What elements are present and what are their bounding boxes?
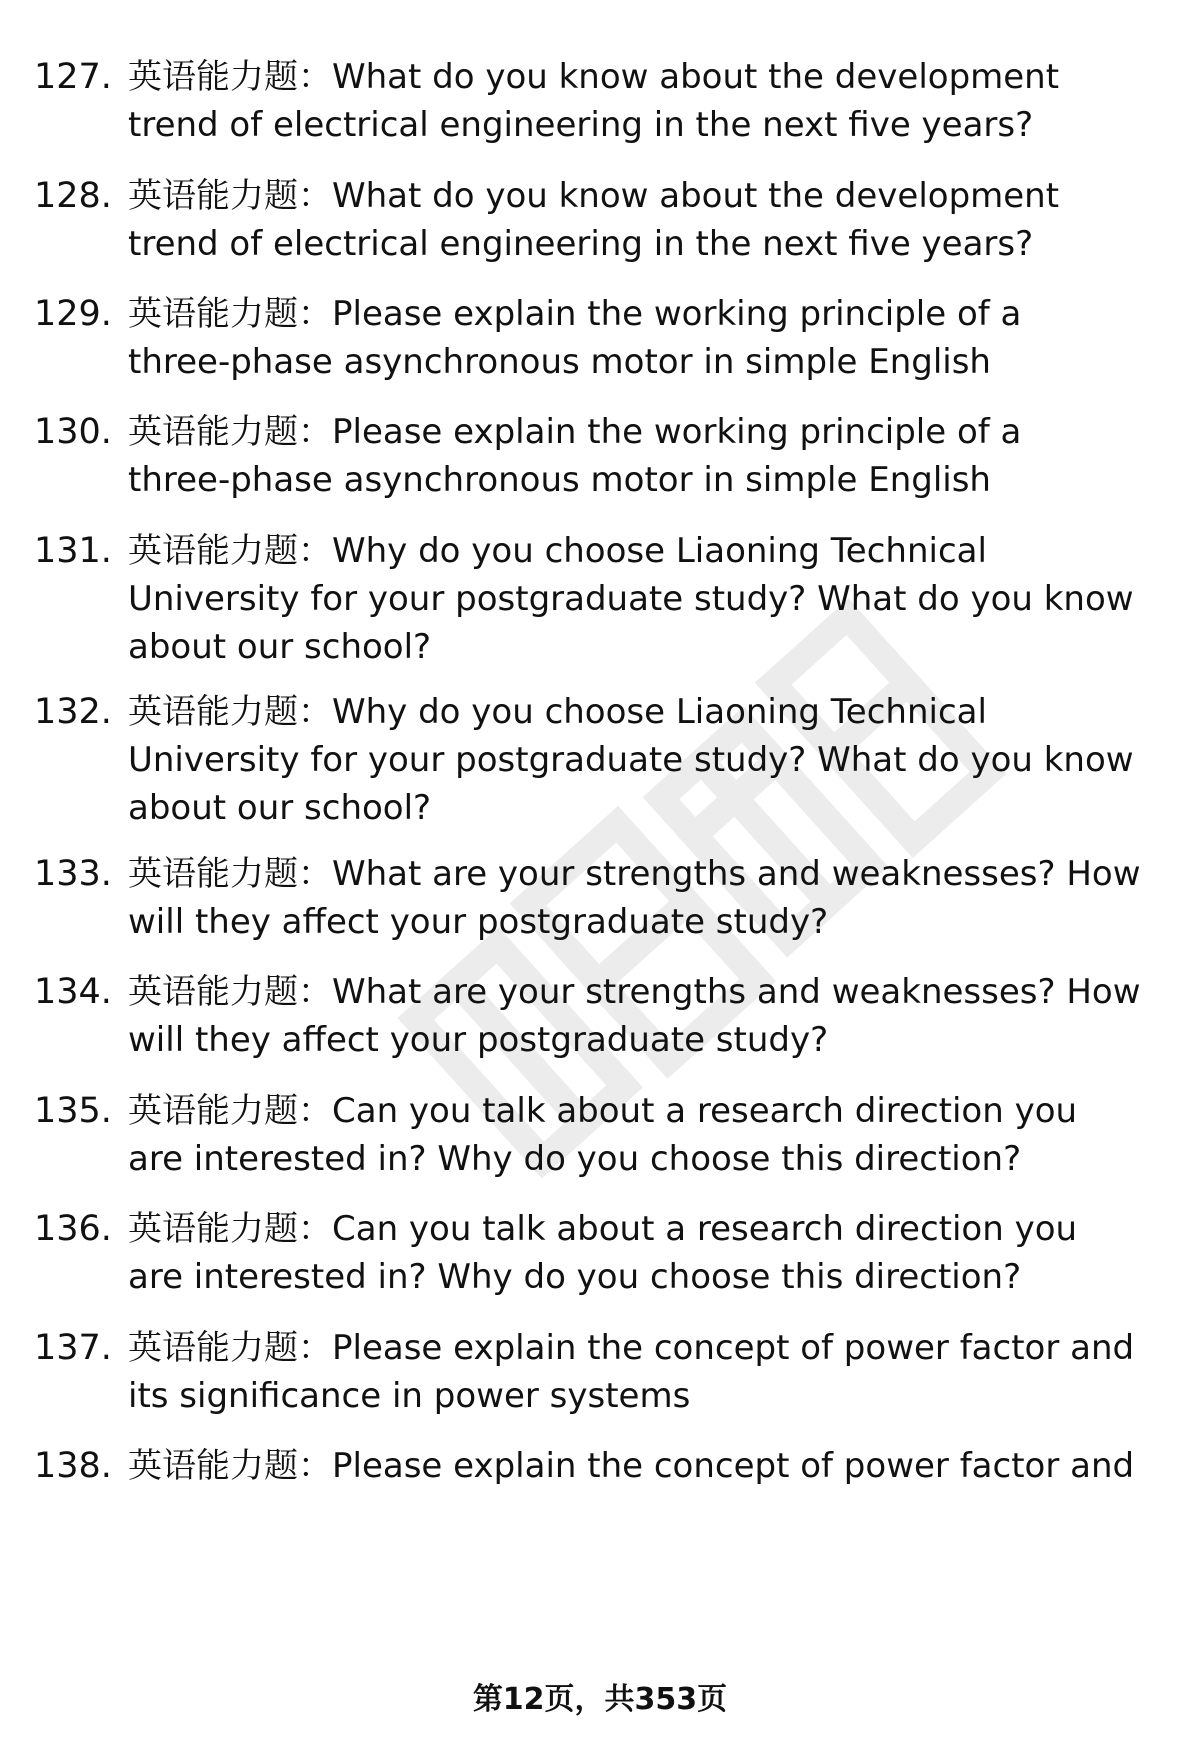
question-number: 133. [34,854,112,894]
question-line [128,1205,1188,1253]
question-text: What are your strengths and weaknesses? How [332,854,1141,894]
question-line: University for your postgraduate study? What do you know [128,740,1134,780]
question-number: 134. [34,972,112,1012]
question-body [128,1205,1188,1301]
question-line: about our school? [128,788,432,828]
question-text: What do you know about the development [332,57,1060,97]
question-line [128,290,1188,338]
question-body [128,850,1188,946]
question-number: 127. [34,57,112,97]
question-line: are interested in? Why do you choose this direction? [128,1257,1022,1297]
question-number: 135. [34,1091,112,1131]
category-label: 英语能力题： [128,1209,332,1249]
question-text: Can you talk about a research direction you [332,1091,1078,1131]
question-body [128,1324,1188,1420]
question-line: will they affect your postgraduate study? [128,1020,829,1060]
category-label: 英语能力题： [128,1446,332,1486]
question-text: Why do you choose Liaoning Technical [332,692,987,732]
question-line [128,1087,1188,1135]
question-number: 128. [34,176,112,216]
category-label: 英语能力题： [128,1328,332,1368]
category-label: 英语能力题： [128,412,332,452]
question-text: Please explain the working principle of a [332,294,1022,334]
question-line [128,850,1188,898]
question-body [128,1442,1188,1490]
question-number: 138. [34,1446,112,1486]
question-line: three-phase asynchronous motor in simple English [128,460,991,500]
question-line: University for your postgraduate study? What do you know [128,579,1134,619]
category-label: 英语能力题： [128,176,332,216]
category-label: 英语能力题： [128,972,332,1012]
question-number: 137. [34,1328,112,1368]
category-label: 英语能力题： [128,854,332,894]
question-text: What are your strengths and weaknesses? How [332,972,1141,1012]
category-label: 英语能力题： [128,531,332,571]
question-body [128,527,1188,671]
question-line: will they affect your postgraduate study? [128,902,829,942]
question-body [128,1087,1188,1183]
question-text: Why do you choose Liaoning Technical [332,531,987,571]
question-body [128,408,1188,504]
question-number: 129. [34,294,112,334]
question-number: 132. [34,692,112,732]
question-line: about our school? [128,627,432,667]
question-body [128,290,1188,386]
category-label: 英语能力题： [128,1091,332,1131]
question-number: 130. [34,412,112,452]
question-text: Can you talk about a research direction you [332,1209,1078,1249]
question-line: trend of electrical engineering in the next five years? [128,105,1034,145]
question-line: are interested in? Why do you choose this direction? [128,1139,1022,1179]
question-text: Please explain the concept of power factor and [332,1328,1135,1368]
question-line [128,968,1188,1016]
question-number: 136. [34,1209,112,1249]
question-body [128,688,1188,832]
category-label: 英语能力题： [128,692,332,732]
question-text: What do you know about the development [332,176,1060,216]
question-line: trend of electrical engineering in the next five years? [128,224,1034,264]
page-number: 第12页，共353页 [472,1682,728,1717]
question-body [128,53,1188,149]
question-line [128,1442,1188,1490]
question-text: Please explain the working principle of a [332,412,1022,452]
question-line [128,172,1188,220]
question-text: Please explain the concept of power factor and [332,1446,1135,1486]
question-line [128,527,1188,575]
question-line: three-phase asynchronous motor in simple English [128,342,991,382]
question-line [128,688,1188,736]
question-line [128,53,1188,101]
question-line: its significance in power systems [128,1376,691,1416]
question-line [128,1324,1188,1372]
question-number: 131. [34,531,112,571]
question-body [128,172,1188,268]
category-label: 英语能力题： [128,57,332,97]
question-body [128,968,1188,1064]
category-label: 英语能力题： [128,294,332,334]
question-line [128,408,1188,456]
